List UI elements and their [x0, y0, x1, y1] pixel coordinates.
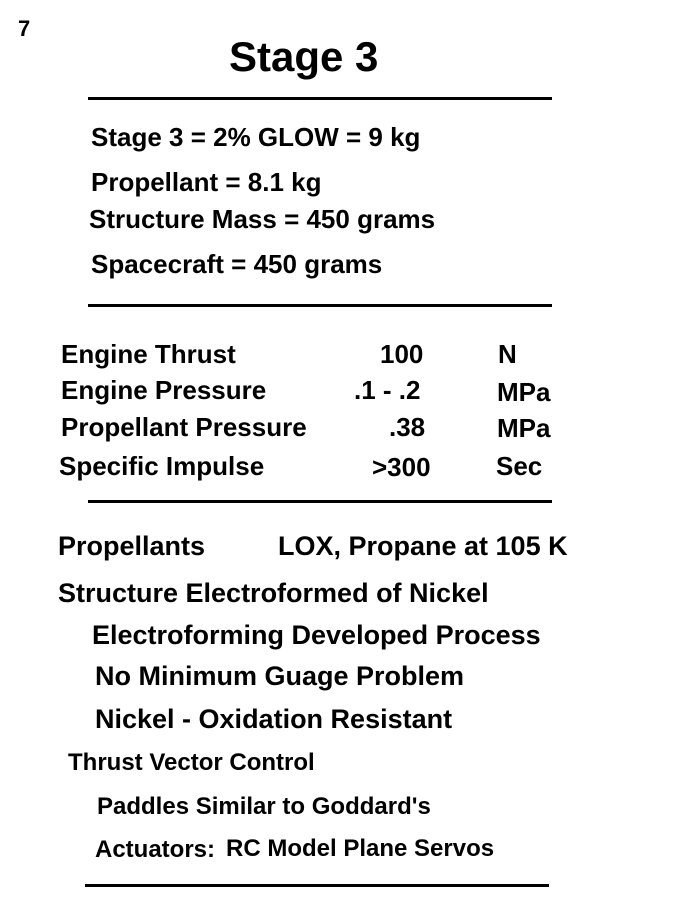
- spec-unit-thrust: N: [498, 339, 517, 369]
- mass-budget-line-spacecraft: Spacecraft = 450 grams: [91, 249, 383, 279]
- spec-unit-specific-impulse: Sec: [496, 451, 543, 481]
- spec-value-thrust: 100: [380, 339, 424, 369]
- tvc-actuators-label: Actuators:: [95, 836, 216, 863]
- mass-budget-line-propellant: Propellant = 8.1 kg: [91, 167, 322, 197]
- structure-heading: Structure Electroformed of Nickel: [58, 578, 489, 608]
- page-number: 7: [18, 16, 31, 41]
- mass-budget-line-stage: Stage 3 = 2% GLOW = 9 kg: [91, 122, 421, 152]
- structure-point-oxidation: Nickel - Oxidation Resistant: [95, 704, 453, 734]
- propellants-value: LOX, Propane at 105 K: [278, 531, 568, 561]
- divider-engine: [88, 500, 552, 503]
- spec-value-specific-impulse: >300: [372, 452, 431, 482]
- spec-unit-propellant-pressure: MPa: [497, 413, 551, 443]
- tvc-actuators-value: RC Model Plane Servos: [226, 835, 495, 862]
- structure-point-gauge: No Minimum Guage Problem: [95, 661, 465, 691]
- spec-label-specific-impulse: Specific Impulse: [59, 451, 265, 481]
- spec-label-thrust: Engine Thrust: [61, 339, 236, 369]
- propellants-label: Propellants: [58, 531, 206, 561]
- spec-value-engine-pressure: .1 - .2: [354, 375, 421, 405]
- divider-bottom: [85, 884, 549, 887]
- divider-mass: [88, 304, 552, 307]
- tvc-heading: Thrust Vector Control: [68, 749, 315, 776]
- page-title: Stage 3: [229, 33, 379, 80]
- divider-top: [88, 97, 552, 100]
- mass-budget-line-structure: Structure Mass = 450 grams: [89, 204, 436, 234]
- spec-label-engine-pressure: Engine Pressure: [61, 375, 267, 405]
- spec-label-propellant-pressure: Propellant Pressure: [61, 412, 307, 442]
- spec-unit-engine-pressure: MPa: [497, 377, 551, 407]
- spec-value-propellant-pressure: .38: [389, 412, 426, 442]
- tvc-paddles: Paddles Similar to Goddard's: [97, 793, 431, 820]
- structure-point-process: Electroforming Developed Process: [92, 620, 541, 650]
